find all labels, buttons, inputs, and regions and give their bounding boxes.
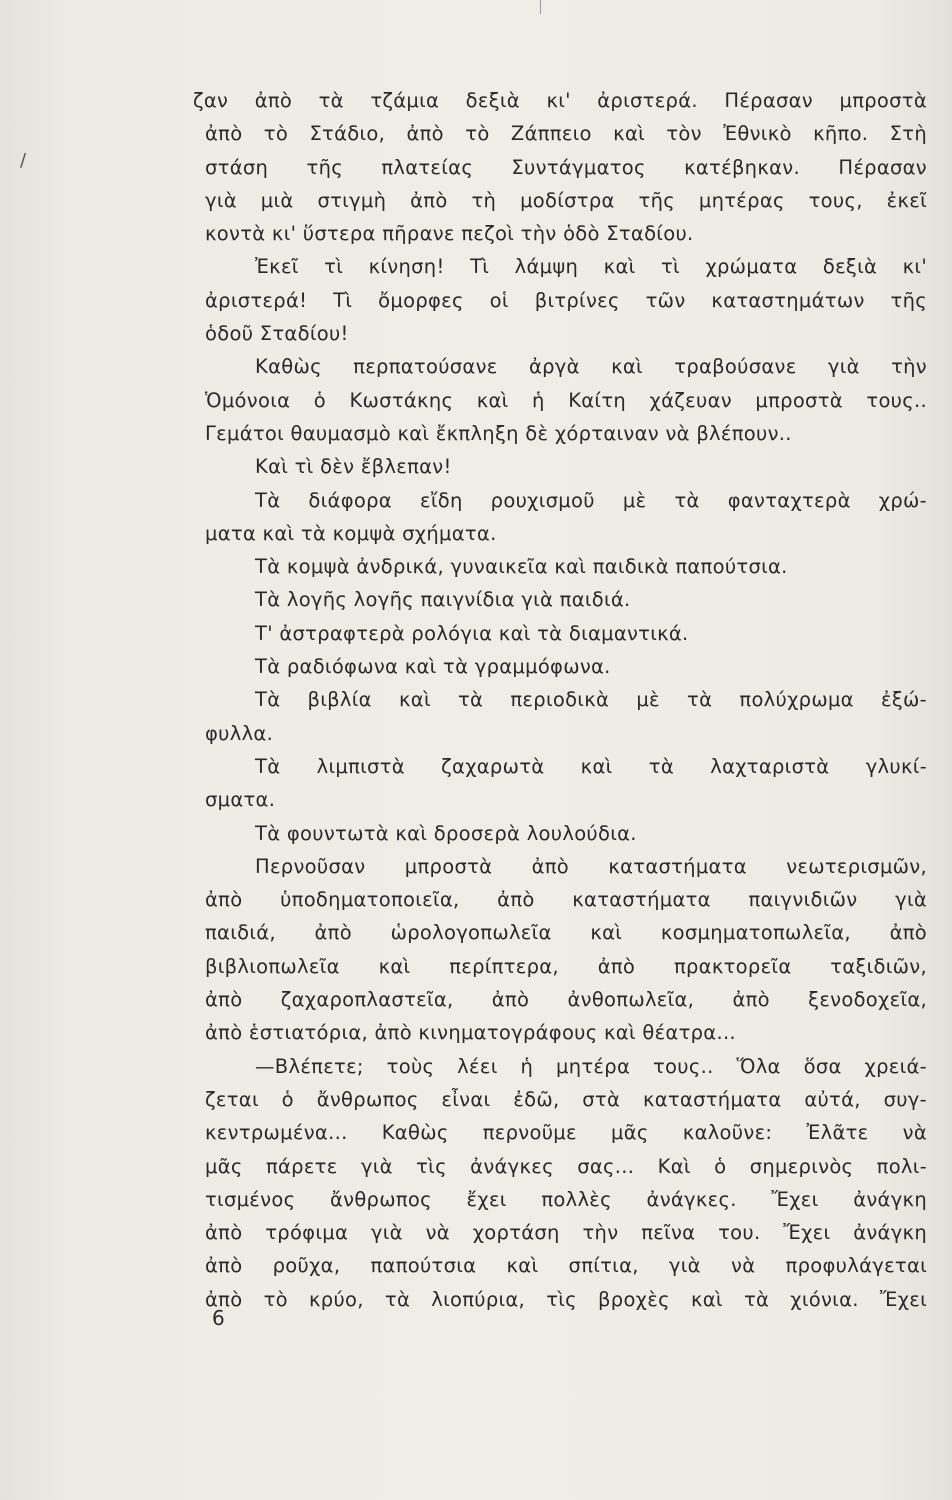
text-line: ζαν ἀπὸ τὰ τζάμια δεξιὰ κι' ἀριστερά. Πέρασαν μπροστὰ	[193, 89, 927, 112]
margin-pencil-mark: /	[20, 150, 27, 171]
text-line: φυλλα.	[205, 721, 274, 745]
text-line: ὁδοῦ Σταδίου!	[205, 322, 349, 346]
text-line: Τὰ λιμπιστὰ ζαχαρωτὰ καὶ τὰ λαχταριστὰ γλυκί-	[255, 754, 927, 778]
text-line: κεντρωμένα... Καθὼς περνοῦμε μᾶς καλοῦνε: Ἐλᾶτε νὰ	[205, 1121, 927, 1145]
text-line: παιδιά, ἀπὸ ὡρολογοπωλεῖα καὶ κοσμηματοπωλεῖα, ἀπὸ	[205, 921, 927, 945]
text-line: ματα καὶ τὰ κομψὰ σχήματα.	[205, 521, 497, 545]
top-edge-mark	[540, 0, 541, 14]
text-line: ἀπὸ ὑποδηματοποιεῖα, ἀπὸ καταστήματα παιγνιδιῶν γιὰ	[205, 888, 927, 912]
text-line: γιὰ μιὰ στιγμὴ ἀπὸ τὴ μοδίστρα τῆς μητέρας τους, ἐκεῖ	[205, 188, 927, 212]
text-line: Τὰ κομψὰ ἀνδρικά, γυναικεῖα καὶ παιδικὰ παπούτσια.	[255, 555, 788, 579]
text-line: ἀπὸ ζαχαροπλαστεῖα, ἀπὸ ἀνθοπωλεῖα, ἀπὸ ξενοδοχεῖα,	[205, 988, 927, 1012]
text-line: ἀπὸ τὸ κρύο, τὰ λιοπύρια, τὶς βροχὲς καὶ τὰ χιόνια. Ἔχει	[205, 1287, 927, 1311]
text-line: στάση τῆς πλατείας Συντάγματος κατέβηκαν. Πέρασαν	[205, 155, 927, 179]
text-line: Τὰ ραδιόφωνα καὶ τὰ γραμμόφωνα.	[255, 655, 611, 679]
text-line: Τὰ φουντωτὰ καὶ δροσερὰ λουλούδια.	[255, 821, 637, 845]
text-line: Τὰ διάφορα εἴδη ρουχισμοῦ μὲ τὰ φανταχτερὰ χρώ-	[255, 488, 927, 512]
text-line: Ἐκεῖ τὶ κίνηση! Τὶ λάμψη καὶ τὶ χρώματα δεξιὰ κι'	[255, 255, 927, 279]
text-line: ἀπὸ ροῦχα, παπούτσια καὶ σπίτια, γιὰ νὰ προφυλάγεται	[205, 1254, 927, 1278]
text-line: Γεμάτοι θαυμασμὸ καὶ ἔκπληξη δὲ χόρταιναν νὰ βλέπουν..	[205, 421, 792, 445]
text-line: κοντὰ κι' ὕστερα πῆρανε πεζοὶ τὴν ὁδὸ Σταδίου.	[205, 222, 694, 246]
text-line: Καὶ τὶ δὲν ἔβλεπαν!	[255, 455, 452, 479]
body-text	[193, 84, 927, 1316]
text-line: Τὰ βιβλία καὶ τὰ περιοδικὰ μὲ τὰ πολύχρωμα ἐξώ-	[255, 688, 927, 712]
page-number: 6	[212, 1306, 225, 1330]
text-line: μᾶς πάρετε γιὰ τὶς ἀνάγκες σας... Καὶ ὁ σημερινὸς πολι-	[205, 1154, 927, 1178]
text-line: ἀπὸ τὸ Στάδιο, ἀπὸ τὸ Ζάππειο καὶ τὸν Ἐθνικὸ κῆπο. Στὴ	[205, 122, 927, 146]
text-line: Ὁμόνοια ὁ Κωστάκης καὶ ἡ Καίτη χάζευαν μπροστὰ τους..	[205, 388, 927, 412]
text-line: ζεται ὁ ἄνθρωπος εἶναι ἐδῶ, στὰ καταστήματα αὐτά, συγ-	[205, 1087, 927, 1111]
text-line: —Βλέπετε; τοὺς λέει ἡ μητέρα τους.. Ὅλα ὅσα χρειά-	[255, 1054, 927, 1078]
text-line: Τὰ λογῆς λογῆς παιγνίδια γιὰ παιδιά.	[255, 588, 631, 612]
text-line: ἀπὸ τρόφιμα γιὰ νὰ χορτάση τὴν πεῖνα του. Ἔχει ἀνάγκη	[205, 1221, 927, 1245]
text-line: ἀριστερά! Τὶ ὄμορφες οἱ βιτρίνες τῶν καταστημάτων τῆς	[205, 288, 927, 312]
text-line: Περνοῦσαν μπροστὰ ἀπὸ καταστήματα νεωτερισμῶν,	[255, 854, 927, 878]
text-line: τισμένος ἄνθρωπος ἔχει πολλὲς ἀνάγκες. Ἔχει ἀνάγκη	[205, 1187, 927, 1211]
text-line: Τ' ἀστραφτερὰ ρολόγια καὶ τὰ διαμαντικά.	[255, 621, 689, 645]
text-line: ἀπὸ ἑστιατόρια, ἀπὸ κινηματογράφους καὶ θέατρα...	[205, 1021, 736, 1045]
text-line: Καθὼς περπατούσανε ἀργὰ καὶ τραβούσανε γιὰ τὴν	[255, 355, 927, 379]
text-line: σματα.	[205, 788, 276, 812]
text-line: βιβλιοπωλεῖα καὶ περίπτερα, ἀπὸ πρακτορεῖα ταξιδιῶν,	[205, 954, 927, 978]
